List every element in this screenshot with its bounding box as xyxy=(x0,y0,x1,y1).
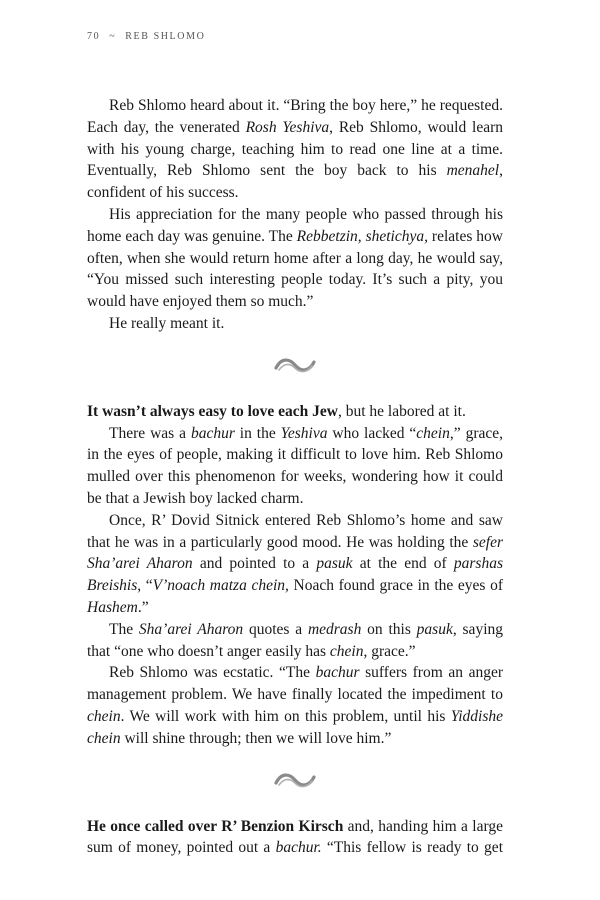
header-separator: ~ xyxy=(109,31,117,42)
paragraph: Reb Shlomo was ecstatic. “The bachur suffers from an anger management problem. We have finally located the impediment to chein. We will work with him on this problem, until his Yiddishe chein will shine through; then we will love him.” xyxy=(87,664,503,747)
page-number: 70 xyxy=(87,31,101,42)
paragraph: Reb Shlomo heard about it. “Bring the boy here,” he requested. Each day, the venerated Rosh Yeshiva, Reb Shlomo, would learn with his young charge, teaching him to read one line at a time. Eventually, Reb Shlomo sent the boy back to his menahel, confident of his success. xyxy=(87,97,503,202)
tilde-flourish-icon xyxy=(273,769,317,791)
book-title: REB SHLOMO xyxy=(125,31,206,42)
running-head xyxy=(87,31,205,42)
body-text xyxy=(87,95,503,859)
section-break-ornament xyxy=(87,756,503,804)
section-lead: He once called over R’ Benzion Kirsch xyxy=(87,817,344,835)
paragraph: There was a bachur in the Yeshiva who lacked “chein,” grace, in the eyes of people, making it difficult to love him. Reb Shlomo mulled over this phenomenon for weeks, wondering how it could be that a Jewish boy lacked charm. xyxy=(87,424,503,507)
section-lead-paragraph: He once called over R’ Benzion Kirsch and, handing him a large sum of money, pointed out a bachur. “This fellow is ready to get xyxy=(87,817,503,857)
section-lead: It wasn’t always easy to love each Jew xyxy=(87,402,338,420)
paragraph: The Sha’arei Aharon quotes a medrash on this pasuk, saying that “one who doesn’t anger easily has chein, grace.” xyxy=(87,620,503,660)
section-lead-paragraph: It wasn’t always easy to love each Jew, but he labored at it. xyxy=(87,402,466,420)
paragraph: He really meant it. xyxy=(109,314,225,332)
paragraph: Once, R’ Dovid Sitnick entered Reb Shlomo’s home and saw that he was in a particularly good mood. He was holding the sefer Sha’arei Aharon and pointed to a pasuk at the end of parshas Breishis, “V’noach matza chein, Noach found grace in the eyes of Hashem.” xyxy=(87,511,503,616)
section-break-ornament xyxy=(87,341,503,389)
paragraph: His appreciation for the many people who passed through his home each day was genuine. The Rebbetzin, shetichya, relates how often, when she would return home after a long day, he would say, “You missed such interesting people today. It’s such a pity, you would have enjoyed them so much.” xyxy=(87,205,504,311)
tilde-flourish-icon xyxy=(273,354,317,376)
